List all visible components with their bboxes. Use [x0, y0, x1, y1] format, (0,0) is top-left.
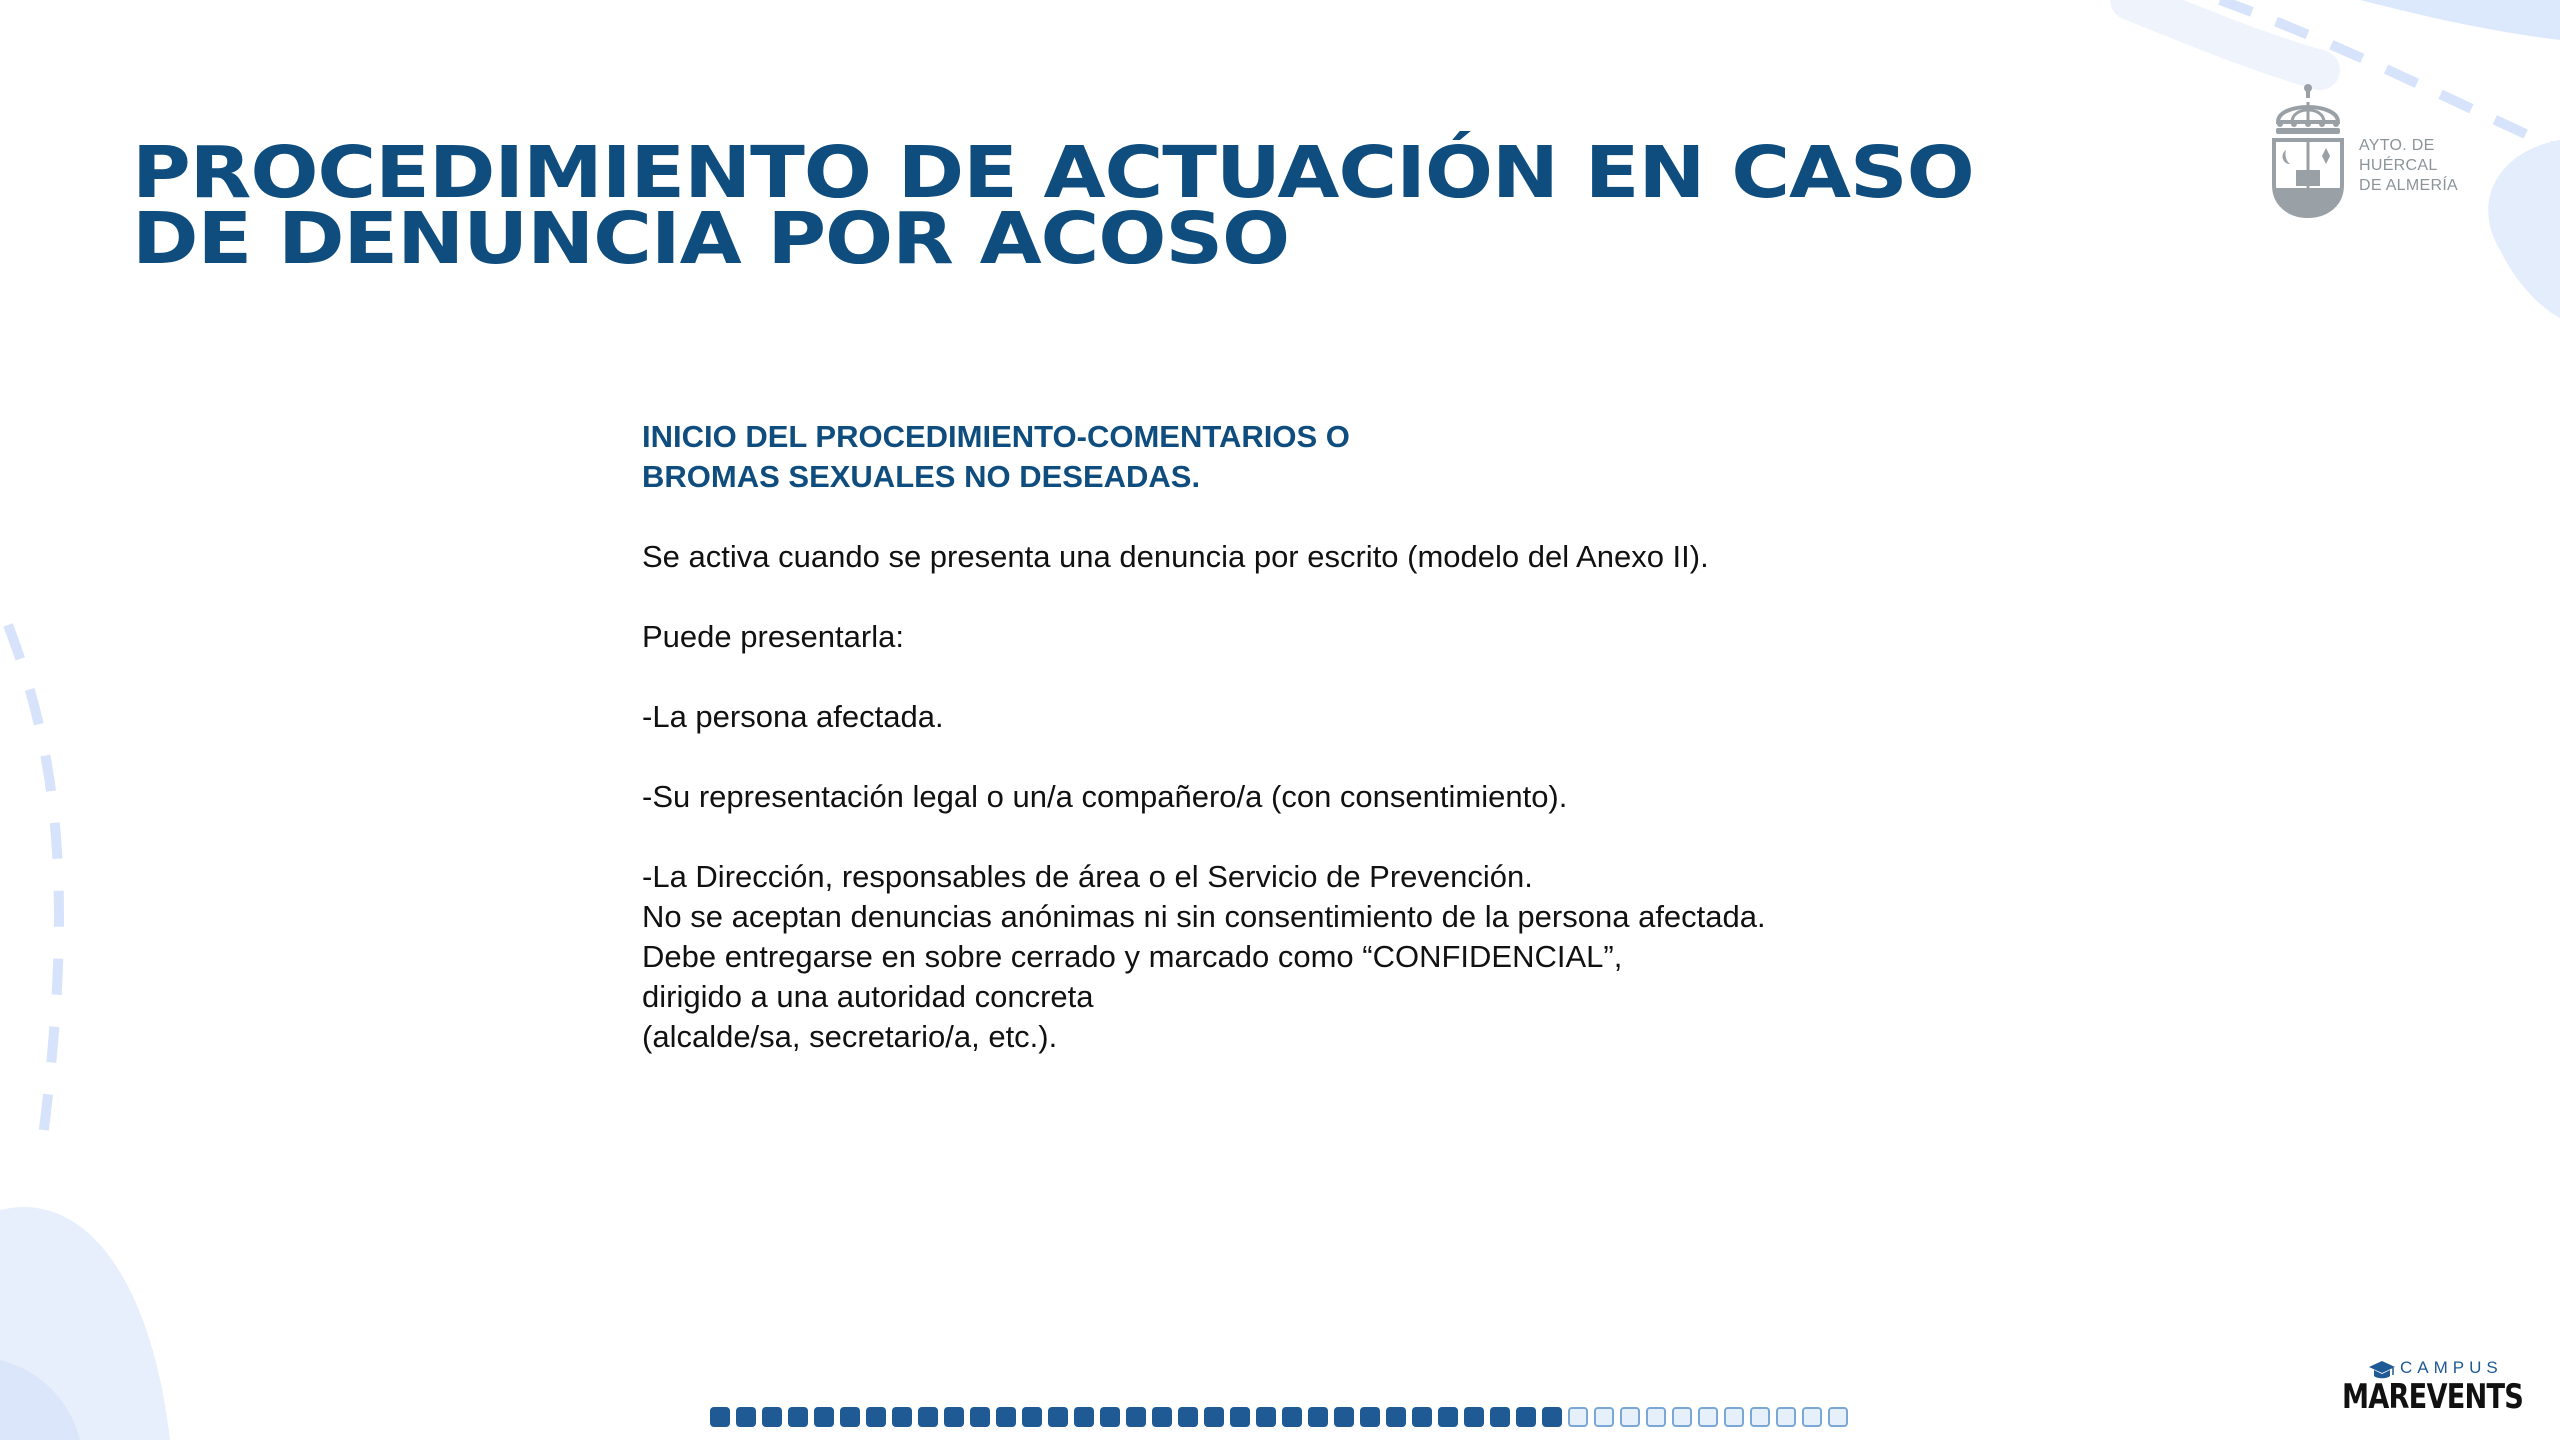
progress-step-completed [840, 1407, 860, 1427]
progress-step-completed [1516, 1407, 1536, 1427]
section-subtitle-line-2: BROMAS SEXUALES NO DESEADAS. [642, 459, 1201, 494]
slide-title-line-2: DE DENUNCIA POR ACOSO [132, 197, 1290, 280]
progress-step-completed [1126, 1407, 1146, 1427]
progress-step-completed [970, 1407, 990, 1427]
progress-step-completed [1048, 1407, 1068, 1427]
progress-step-completed [736, 1407, 756, 1427]
progress-step-completed [1412, 1407, 1432, 1427]
progress-step-completed [1204, 1407, 1224, 1427]
paragraph-sealed-envelope: Debe entregarse en sobre cerrado y marcado como “CONFIDENCIAL”, [642, 939, 1623, 974]
progress-step-pending [1828, 1407, 1848, 1427]
slide-title-line-1: PROCEDIMIENTO DE ACTUACIÓN EN CASO [132, 131, 1974, 214]
logo-text-line-1: AYTO. DE [2359, 137, 2435, 154]
progress-step-completed [762, 1407, 782, 1427]
progress-step-completed [1282, 1407, 1302, 1427]
progress-step-completed [788, 1407, 808, 1427]
background-decoration-left [0, 600, 120, 1200]
paragraph-addressed-to: dirigido a una autoridad concreta [642, 979, 1094, 1014]
list-item-legal-representation: -Su representación legal o un/a compañero/a (con consentimiento). [642, 779, 1568, 814]
progress-step-completed [1438, 1407, 1458, 1427]
progress-step-pending [1594, 1407, 1614, 1427]
slide-progress-indicator [710, 1407, 1848, 1427]
logo-text-line-2: HUÉRCAL [2359, 157, 2438, 174]
progress-step-completed [918, 1407, 938, 1427]
list-item-direction: -La Dirección, responsables de área o el Servicio de Prevención. [642, 859, 1533, 894]
progress-step-completed [1152, 1407, 1172, 1427]
progress-step-completed [866, 1407, 886, 1427]
progress-step-completed [1022, 1407, 1042, 1427]
progress-step-completed [1100, 1407, 1120, 1427]
campus-marevents-logo [2342, 1358, 2532, 1418]
logo-text-line-3: DE ALMERÍA [2359, 177, 2459, 194]
brand-campus-text: CAMPUS [2400, 1358, 2503, 1377]
paragraph-authority-examples: (alcalde/sa, secretario/a, etc.). [642, 1019, 1058, 1054]
progress-step-completed [1308, 1407, 1328, 1427]
paragraph-activation: Se activa cuando se presenta una denuncia por escrito (modelo del Anexo II). [642, 539, 1709, 574]
spacer [642, 577, 1942, 617]
progress-step-pending [1568, 1407, 1588, 1427]
progress-step-completed [944, 1407, 964, 1427]
progress-step-pending [1620, 1407, 1640, 1427]
section-subtitle [642, 417, 1942, 497]
slide-title [132, 131, 2192, 280]
progress-step-completed [892, 1407, 912, 1427]
progress-step-completed [996, 1407, 1016, 1427]
progress-step-completed [814, 1407, 834, 1427]
progress-step-pending [1750, 1407, 1770, 1427]
spacer [642, 497, 1942, 537]
section-subtitle-line-1: INICIO DEL PROCEDIMIENTO-COMENTARIOS O [642, 419, 1350, 454]
progress-step-completed [1490, 1407, 1510, 1427]
progress-step-completed [710, 1407, 730, 1427]
list-item-affected-person: -La persona afectada. [642, 699, 944, 734]
progress-step-completed [1360, 1407, 1380, 1427]
progress-step-completed [1464, 1407, 1484, 1427]
slide-content [642, 417, 1942, 1057]
progress-step-pending [1698, 1407, 1718, 1427]
logo-text [2359, 136, 2479, 196]
spacer [642, 817, 1942, 857]
progress-step-completed [1542, 1407, 1562, 1427]
progress-step-pending [1724, 1407, 1744, 1427]
progress-step-pending [1802, 1407, 1822, 1427]
progress-step-completed [1178, 1407, 1198, 1427]
background-decoration-bottom-left [0, 1160, 200, 1440]
progress-step-completed [1256, 1407, 1276, 1427]
ayuntamiento-logo [2270, 80, 2470, 220]
progress-step-completed [1334, 1407, 1354, 1427]
progress-step-completed [1230, 1407, 1250, 1427]
spacer [642, 737, 1942, 777]
spacer [642, 657, 1942, 697]
paragraph-who-can-file: Puede presentarla: [642, 619, 904, 654]
paragraph-no-anonymous: No se aceptan denuncias anónimas ni sin consentimiento de la persona afectada. [642, 899, 1766, 934]
progress-step-pending [1776, 1407, 1796, 1427]
brand-name-text: MAREVENTS [2342, 1377, 2523, 1417]
progress-step-pending [1646, 1407, 1666, 1427]
progress-step-completed [1074, 1407, 1094, 1427]
progress-step-pending [1672, 1407, 1692, 1427]
progress-step-completed [1386, 1407, 1406, 1427]
coat-of-arms-icon [2270, 80, 2346, 220]
